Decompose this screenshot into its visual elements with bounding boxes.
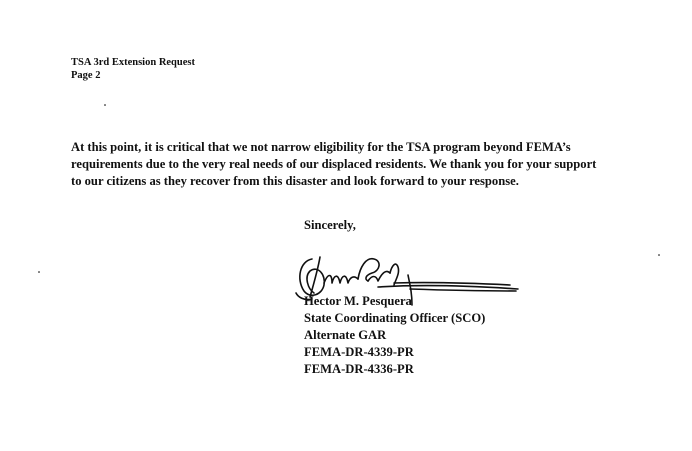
scan-speck	[104, 104, 106, 106]
signer-block	[304, 293, 485, 378]
signer-declaration-1: FEMA-DR-4339-PR	[304, 345, 414, 359]
signer-name: Hector M. Pesquera	[304, 294, 412, 308]
closing-salutation: Sincerely,	[304, 218, 356, 232]
signer-role: Alternate GAR	[304, 328, 387, 342]
body-line: At this point, it is critical that we not narrow eligibility for the TSA program beyond FEMA’s	[71, 140, 571, 154]
header-title: TSA 3rd Extension Request	[71, 57, 195, 68]
body-line: to our citizens as they recover from this disaster and look forward to your response.	[71, 174, 519, 188]
body-line: requirements due to the very real needs of our displaced residents. We thank you for your support	[71, 157, 597, 171]
signer-declaration-2: FEMA-DR-4336-PR	[304, 362, 414, 376]
page-header	[71, 56, 195, 82]
scan-speck	[658, 254, 660, 256]
signer-title: State Coordinating Officer (SCO)	[304, 311, 486, 325]
scan-speck	[38, 271, 40, 273]
letter-body	[71, 139, 631, 190]
header-page-number: Page 2	[71, 70, 101, 81]
